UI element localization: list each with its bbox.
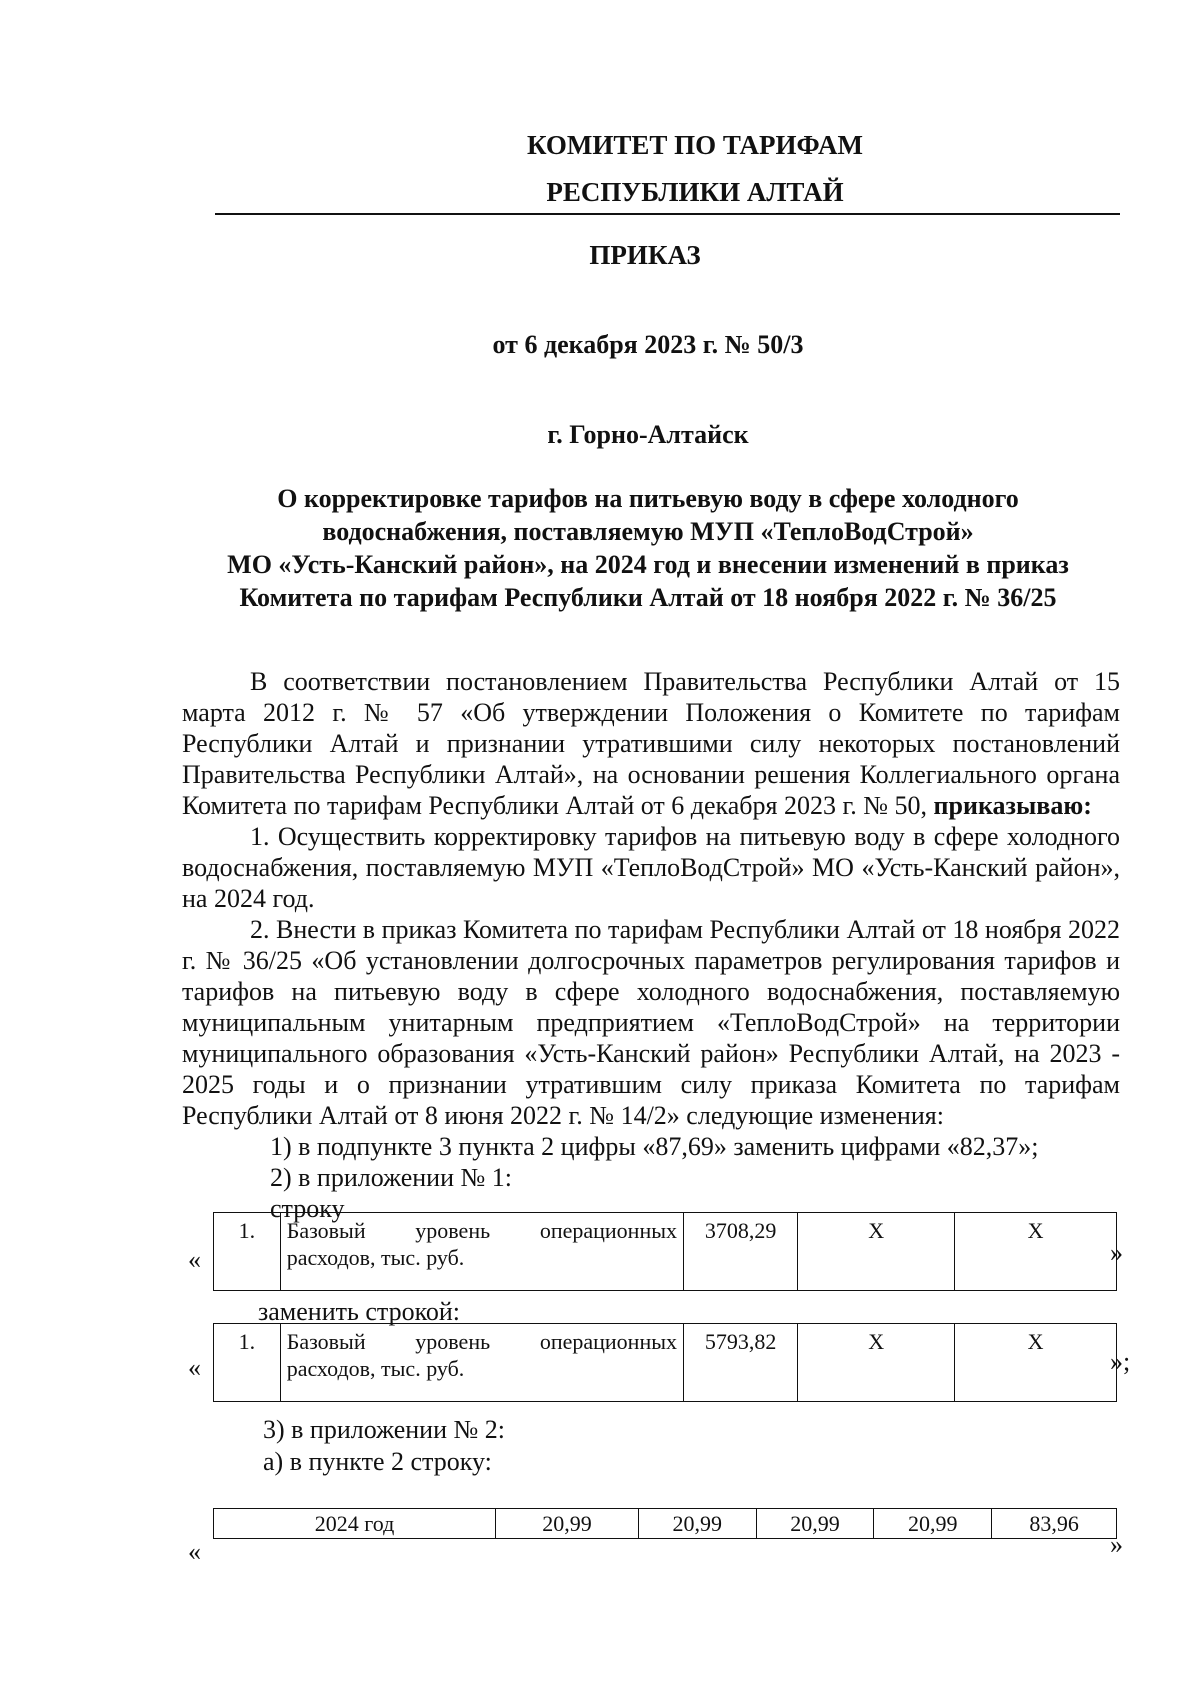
title-line: Комитета по тарифам Республики Алтай от 18 ноября 2022 г. № 36/25 <box>239 583 1057 612</box>
cell-col5: X <box>955 1213 1117 1291</box>
quote-close: » <box>1110 1530 1123 1559</box>
document-body <box>182 666 1120 1224</box>
title-line: МО «Усть-Канский район», на 2024 год и внесении изменений в приказ <box>227 550 1069 579</box>
quote-close-semicolon: »; <box>1110 1347 1131 1376</box>
cell-col4: X <box>798 1324 955 1402</box>
title-line: водоснабжения, поставляемую МУП «ТеплоВодСтрой» <box>322 517 974 546</box>
item-2-paragraph: 2. Внести в приказ Комитета по тарифам Республики Алтай от 18 ноября 2022 г. № 36/25 «Об установлении долгосрочных параметров регулирования тарифов и тарифов на питьевую воду в сфере холодного водоснабжения, поставляемую муниципальным унитарным предприятием «ТеплоВодСтрой» на территории муниципального образования «Усть-Канский район» Республики Алтай, на 2023 - 2025 годы и о признании утратившим силу приказа Комитета по тарифам Республики Алтай от 8 июня 2022 г. № 14/2» следующие изменения: <box>182 915 1120 1130</box>
cell-col5: X <box>955 1324 1117 1402</box>
quote-close: » <box>1110 1238 1123 1267</box>
preamble-text: В соответствии постановлением Правительства Республики Алтай от 15 марта 2012 г. № 57 «Об утверждении Положения о Комитете по тарифам Республики Алтай и признании утратившими силу некоторых постановлений Правительства Республики Алтай», на основании решения Коллегиального органа Комитета по тарифам Республики Алтай от 6 декабря 2023 г. № 50, <box>182 667 1120 820</box>
table-old-row <box>213 1212 1117 1291</box>
subitem-3: 3) в приложении № 2: <box>263 1415 506 1444</box>
quote-open: « <box>188 1353 201 1382</box>
preamble-paragraph <box>182 666 1120 821</box>
subitem-3a: а) в пункте 2 строку: <box>263 1447 492 1476</box>
replace-label: заменить строкой: <box>258 1297 461 1326</box>
city: г. Горно-Алтайск <box>547 420 749 449</box>
table-year-row <box>213 1508 1117 1539</box>
cell-v2: 20,99 <box>638 1509 756 1539</box>
date-number: от 6 декабря 2023 г. № 50/3 <box>492 330 804 359</box>
row-label: строку <box>270 1194 345 1223</box>
item-1-paragraph: 1. Осуществить корректировку тарифов на питьевую воду в сфере холодного водоснабжения, поставляемую МУП «ТеплоВодСтрой» МО «Усть-Канский район», на 2024 год. <box>182 822 1120 913</box>
cell-desc: Базовый уровень операционных расходов, тыс. руб. <box>280 1324 683 1402</box>
title-line: О корректировке тарифов на питьевую воду в сфере холодного <box>277 484 1019 513</box>
cell-num: 1. <box>214 1324 281 1402</box>
cell-total: 83,96 <box>992 1509 1117 1539</box>
cell-num: 1. <box>214 1213 281 1291</box>
cell-v4: 20,99 <box>874 1509 992 1539</box>
cell-col4: X <box>798 1213 955 1291</box>
cell-value: 5793,82 <box>684 1324 798 1402</box>
cell-v1: 20,99 <box>496 1509 639 1539</box>
org-name-line2: РЕСПУБЛИКИ АЛТАЙ <box>546 177 844 207</box>
quote-open: « <box>188 1537 201 1566</box>
subitem-1: 1) в подпункте 3 пункта 2 цифры «87,69» заменить цифрами «82,37»; <box>270 1132 1039 1161</box>
org-name-line1: КОМИТЕТ ПО ТАРИФАМ <box>526 130 864 160</box>
quote-open: « <box>188 1245 201 1274</box>
table-new-row <box>213 1323 1117 1402</box>
subitem-2: 2) в приложении № 1: <box>270 1163 513 1192</box>
header-rule <box>215 213 1120 215</box>
cell-year: 2024 год <box>214 1509 496 1539</box>
cell-v3: 20,99 <box>756 1509 874 1539</box>
preamble-bold: приказываю: <box>933 791 1092 820</box>
cell-value: 3708,29 <box>684 1213 798 1291</box>
cell-desc: Базовый уровень операционных расходов, тыс. руб. <box>280 1213 683 1291</box>
document-title <box>48 482 1200 614</box>
document-type: ПРИКАЗ <box>589 240 701 270</box>
